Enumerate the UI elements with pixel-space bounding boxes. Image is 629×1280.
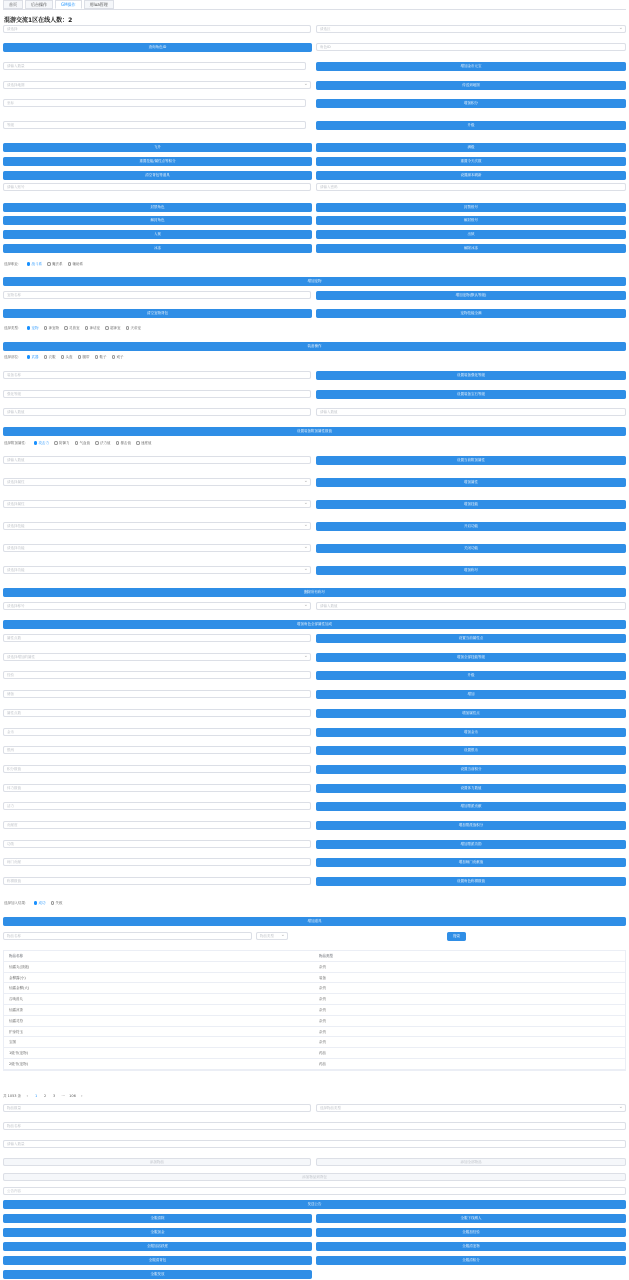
- cell-item-type: 药品: [319, 1051, 326, 1056]
- unjail-button[interactable]: 出狱: [316, 230, 626, 239]
- slot-label: 选择部位：: [4, 354, 22, 359]
- radio-dot-icon: [116, 441, 120, 445]
- item-type-select[interactable]: 物品类型 ⌄: [256, 932, 288, 940]
- cell-item-type: 杂货: [319, 1029, 326, 1034]
- radio-dot-icon: [27, 355, 31, 359]
- tab-divider: [3, 9, 626, 10]
- pet-type-label: 选择类型：: [4, 325, 22, 330]
- server-select[interactable]: 请选区 ⌄: [316, 25, 626, 33]
- pet-type-option[interactable]: 宠物: [27, 326, 39, 331]
- misc-action-button[interactable]: 设置银币: [316, 746, 626, 755]
- radio-dot-icon: [51, 901, 55, 905]
- attr-value-input[interactable]: 请输入数值: [3, 456, 311, 464]
- misc-input[interactable]: 称谓数值: [3, 877, 311, 885]
- add-all-attr-bonus-button[interactable]: 增加角色全部属性加成: [3, 620, 626, 629]
- add-pet-section-button[interactable]: 增加宠物: [3, 277, 626, 286]
- misc-input[interactable]: 功勋: [3, 840, 311, 848]
- pet-type-option[interactable]: 灵兽宠: [64, 326, 80, 331]
- table-body: [4, 962, 625, 1070]
- pet-type-radio-group: [4, 325, 141, 331]
- pager-page[interactable]: 1: [35, 1094, 38, 1098]
- slot-option[interactable]: 戒子: [112, 355, 124, 360]
- tab-gm[interactable]: GM操作: [55, 0, 82, 9]
- cell-item-type: 杂货: [319, 1040, 326, 1045]
- table-row[interactable]: [4, 1048, 625, 1059]
- misc-action-button[interactable]: 设置当前积分: [316, 765, 626, 774]
- attr-option[interactable]: 防御力: [54, 441, 70, 446]
- misc-input[interactable]: 贡献度: [3, 821, 311, 829]
- cell-item-type: 杂货: [319, 997, 326, 1002]
- disable-feature-button[interactable]: 关闭功能: [316, 544, 626, 553]
- attr-option[interactable]: 速度值: [136, 441, 152, 446]
- global-clear-points-button[interactable]: 全服清积分: [316, 1256, 626, 1265]
- role-select-input[interactable]: 请选择: [3, 25, 311, 33]
- cell-item-name: 宝图: [9, 1040, 16, 1045]
- freeze-button[interactable]: 冰冻: [3, 244, 312, 253]
- pager-page[interactable]: 2: [44, 1094, 47, 1098]
- col-item-name: 物品名称: [9, 954, 23, 958]
- col-item-type: 物品类型: [319, 954, 333, 958]
- table-row[interactable]: [4, 1005, 625, 1016]
- feature-select-1[interactable]: 请选择功能 ⌄: [3, 544, 311, 552]
- slot-option[interactable]: 腰带: [78, 355, 90, 360]
- cell-item-name: 仙露金柳(大): [9, 986, 30, 991]
- radio-dot-icon: [95, 441, 99, 445]
- misc-action-button[interactable]: 增加金币: [316, 728, 626, 737]
- top-tabs: [3, 0, 114, 9]
- misc-action-button[interactable]: 增加帮派贡献: [316, 802, 626, 811]
- cell-item-name: 仙露灵符: [9, 1018, 23, 1023]
- slot-option[interactable]: 头盔: [61, 355, 73, 360]
- pager-next-icon[interactable]: ›: [81, 1094, 83, 1098]
- result-option[interactable]: 成功: [34, 901, 46, 906]
- cell-item-type: 杂货: [319, 986, 326, 991]
- tab-backend[interactable]: 后台操作: [25, 0, 53, 9]
- misc-input[interactable]: 师门贡献: [3, 858, 311, 866]
- query-role-button[interactable]: 查询角色ID: [3, 43, 312, 52]
- clear-pet-bag-button[interactable]: 清空宠物背包: [3, 309, 312, 318]
- global-gold-button[interactable]: 全服加金: [3, 1228, 312, 1237]
- cell-item-name: 1级书(宠物): [9, 1051, 28, 1056]
- item-qty-input[interactable]: 物品数量: [3, 1104, 311, 1112]
- misc-action-button[interactable]: 增加帮派战积分: [316, 821, 626, 830]
- global-exp-button[interactable]: 全服加经验: [316, 1228, 626, 1237]
- quantity-input[interactable]: 请输入数量: [3, 62, 306, 70]
- title-value-input[interactable]: 请输入数值: [316, 602, 626, 610]
- reset-skills-button[interactable]: 重置技能/属性点等积分: [3, 157, 312, 166]
- add-attr-button[interactable]: 增加属性: [316, 478, 626, 487]
- result-radio-group: [4, 900, 63, 906]
- unban-role-button[interactable]: 解封角色: [3, 216, 312, 225]
- ascend-button[interactable]: 飞升: [3, 143, 312, 152]
- misc-input[interactable]: 属性点数: [3, 634, 311, 642]
- radio-dot-icon: [78, 355, 82, 359]
- radio-dot-icon: [34, 441, 38, 445]
- unban-account-button[interactable]: 解封账号: [316, 216, 626, 225]
- table-row[interactable]: [4, 1027, 625, 1038]
- misc-action-button[interactable]: 增加全部技能等级: [316, 653, 626, 662]
- item-name-input[interactable]: 物品名称: [3, 1122, 626, 1130]
- max-pet-skill-button[interactable]: 宠物技能全满: [316, 309, 626, 318]
- add-pet-button[interactable]: 增加宠物(默认等级): [316, 291, 626, 300]
- radio-dot-icon: [136, 441, 140, 445]
- cell-item-name: 护身符玉: [9, 1029, 23, 1034]
- enable-feature-button[interactable]: 开启功能: [316, 522, 626, 531]
- tab-home[interactable]: 首页: [3, 0, 23, 9]
- password-input[interactable]: 请输入密码: [316, 183, 626, 191]
- attr-option[interactable]: 暴击值: [116, 441, 132, 446]
- tab-lua[interactable]: 用lua管理: [84, 0, 114, 9]
- radio-dot-icon: [105, 326, 109, 330]
- jail-button[interactable]: 入狱: [3, 230, 312, 239]
- global-activity-button[interactable]: 全服加活跃度: [3, 1242, 312, 1251]
- cell-item-type: 杂货: [319, 1007, 326, 1012]
- role-id-field[interactable]: 角色ID: [316, 43, 626, 51]
- radio-dot-icon: [44, 355, 48, 359]
- misc-input[interactable]: 请选择增加的属性 ⌄: [3, 653, 311, 661]
- level-input[interactable]: 等级: [3, 121, 306, 129]
- set-gem-button[interactable]: 设置装备宝石等级: [316, 390, 626, 399]
- misc-input[interactable]: 体力数值: [3, 784, 311, 792]
- radio-dot-icon: [47, 262, 51, 266]
- class-option[interactable]: 战斗系: [27, 262, 43, 267]
- radio-dot-icon: [44, 326, 48, 330]
- misc-action-button[interactable]: 增加帮派功勋: [316, 840, 626, 849]
- table-row[interactable]: [4, 973, 625, 984]
- send-notice-button[interactable]: 发送公告: [3, 1200, 626, 1209]
- pagination: [3, 1093, 85, 1099]
- misc-input[interactable]: 金币: [3, 728, 311, 736]
- add-item-button[interactable]: 添加物品: [3, 1158, 311, 1166]
- slot-option[interactable]: 鞋子: [95, 355, 107, 360]
- global-clear-bag-button[interactable]: 全服清背包: [3, 1256, 312, 1265]
- radio-dot-icon: [68, 262, 72, 266]
- account-input[interactable]: 请输入账号: [3, 183, 311, 191]
- pager-total: 共 1053 条: [3, 1093, 22, 1098]
- table-row[interactable]: [4, 1016, 625, 1027]
- table-row[interactable]: [4, 983, 625, 994]
- result-option[interactable]: 失败: [51, 901, 63, 906]
- attr-select-2[interactable]: 请选择属性 ⌄: [3, 500, 311, 508]
- misc-input[interactable]: 积分数值: [3, 765, 311, 773]
- class-label: 选择职业：: [4, 261, 22, 266]
- radio-dot-icon: [27, 262, 31, 266]
- skill-select[interactable]: 请选择技能 ⌄: [3, 522, 311, 530]
- add-to-bag-button[interactable]: 添加物品到背包: [3, 1173, 626, 1181]
- set-enhance-button[interactable]: 设置装备强化等级: [316, 371, 626, 380]
- class-option[interactable]: 魔法系: [47, 262, 63, 267]
- pager-prev-icon[interactable]: ‹: [26, 1094, 28, 1098]
- attr-radio-group: [4, 440, 152, 446]
- radio-dot-icon: [61, 355, 65, 359]
- cell-item-name: 金柳露(小): [9, 975, 26, 980]
- table-row[interactable]: [4, 1059, 625, 1070]
- add-title-button[interactable]: 增加称号: [316, 566, 626, 575]
- misc-input[interactable]: 储备: [3, 690, 311, 698]
- reset-daily-button[interactable]: 重置今天次数: [316, 157, 626, 166]
- set-attr-section-button[interactable]: 设置装备附加属性数值: [3, 427, 626, 436]
- misc-action-button[interactable]: 增加: [316, 690, 626, 699]
- cell-item-name: 仙露凉茶: [9, 1007, 23, 1012]
- pager-page[interactable]: 106: [69, 1094, 76, 1098]
- value-input-left[interactable]: 请输入数值: [3, 408, 311, 416]
- radio-dot-icon: [85, 326, 89, 330]
- radio-dot-icon: [112, 355, 116, 359]
- misc-action-button[interactable]: 设置体力数值: [316, 784, 626, 793]
- pager-ellipsis[interactable]: ···: [61, 1094, 65, 1098]
- delete-titles-button[interactable]: 删除所有称号: [3, 588, 626, 597]
- ban-account-button[interactable]: 封禁账号: [316, 203, 626, 212]
- add-item-section-button[interactable]: 增加道具: [3, 917, 626, 926]
- misc-action-button[interactable]: 设置当前属性点: [316, 634, 626, 643]
- attr-select-1[interactable]: 请选择属性 ⌄: [3, 478, 311, 486]
- pet-type-option[interactable]: 神话宠: [85, 326, 101, 331]
- search-button[interactable]: 搜索: [447, 932, 466, 941]
- max-level-button[interactable]: 满级: [316, 143, 626, 152]
- radio-dot-icon: [54, 441, 58, 445]
- slot-option[interactable]: 武器: [27, 355, 39, 360]
- item-type-select-2[interactable]: 选择物品类型 ⌄: [316, 1104, 626, 1112]
- equip-section-button[interactable]: 装备操作: [3, 342, 626, 351]
- cell-item-type: 药品: [319, 1061, 326, 1066]
- notice-input[interactable]: 公告内容: [3, 1187, 626, 1195]
- misc-action-button[interactable]: 增加属性点: [316, 709, 626, 718]
- cell-item-name: 仙露丸(顶级): [9, 964, 30, 969]
- pet-type-option[interactable]: 超神宠: [105, 326, 121, 331]
- item-count-input[interactable]: 请输入数量: [3, 1140, 626, 1148]
- radio-dot-icon: [75, 441, 79, 445]
- map-select[interactable]: 请选择地图 ⌄: [3, 81, 311, 89]
- value-input-right[interactable]: 请输入数值: [316, 408, 626, 416]
- misc-action-button[interactable]: 增加师门贡献值: [316, 858, 626, 867]
- result-label: 选择加入结果：: [4, 900, 29, 905]
- table-row[interactable]: [4, 994, 625, 1005]
- radio-dot-icon: [126, 326, 130, 330]
- misc-input[interactable]: 经验: [3, 671, 311, 679]
- enhance-level-input[interactable]: 强化等级: [3, 390, 311, 398]
- add-skill-button[interactable]: 增加技能: [316, 500, 626, 509]
- misc-action-button[interactable]: 升级: [316, 671, 626, 680]
- class-radio-group: [4, 261, 83, 267]
- global-clear-pets-button[interactable]: 全服清宠物: [316, 1242, 626, 1251]
- misc-action-button[interactable]: 设置角色称谓数值: [316, 877, 626, 886]
- slot-radio-group: [4, 354, 124, 360]
- cell-item-type: 杂货: [319, 1018, 326, 1023]
- item-name-search[interactable]: 物品名称: [3, 932, 252, 940]
- global-clear-button[interactable]: 全服清除: [3, 1214, 312, 1223]
- table-header: [4, 951, 625, 962]
- set-attr-button[interactable]: 设置当前附加属性: [316, 456, 626, 465]
- class-option[interactable]: 辅助系: [68, 262, 84, 267]
- teleport-button[interactable]: 传送到地图: [316, 81, 626, 90]
- refresh-dungeon-button[interactable]: 设置副本刷新: [316, 171, 626, 180]
- radio-dot-icon: [27, 326, 31, 330]
- item-table: [3, 950, 626, 1071]
- table-row[interactable]: [4, 962, 625, 973]
- cell-item-name: 召唤兽丸: [9, 997, 23, 1002]
- slot-option[interactable]: 衣服: [44, 355, 56, 360]
- unfreeze-button[interactable]: 解除冰冻: [316, 244, 626, 253]
- feature-select-2[interactable]: 请选择功能 ⌄: [3, 566, 311, 574]
- misc-input[interactable]: 属性点数: [3, 709, 311, 717]
- global-kick-button[interactable]: 全服下线踢人: [316, 1214, 626, 1223]
- level-up-button[interactable]: 升级: [316, 121, 626, 130]
- radio-dot-icon: [34, 901, 38, 905]
- pager-page[interactable]: 3: [53, 1094, 56, 1098]
- cell-item-type: 装备: [319, 975, 326, 980]
- attr-option[interactable]: 法力值: [95, 441, 111, 446]
- ban-role-button[interactable]: 封禁角色: [3, 203, 312, 212]
- misc-input[interactable]: 活力: [3, 802, 311, 810]
- attr-option[interactable]: 攻击力: [34, 441, 50, 446]
- radio-dot-icon: [95, 355, 99, 359]
- radio-dot-icon: [64, 326, 68, 330]
- add-gold-button[interactable]: 增加金币元宝: [316, 62, 626, 71]
- attr-label: 选择附加属性：: [4, 440, 29, 445]
- add-all-items-button[interactable]: 添加全部物品: [316, 1158, 626, 1166]
- cell-item-name: 2级书(宠物): [9, 1061, 28, 1066]
- misc-input[interactable]: 银两: [3, 746, 311, 754]
- cell-item-type: 杂货: [319, 964, 326, 969]
- global-distribute-button[interactable]: 全服发放: [3, 1270, 312, 1279]
- equip-name-input[interactable]: 装备名称: [3, 371, 311, 379]
- coord-input[interactable]: 坐标: [3, 99, 306, 107]
- pet-type-option[interactable]: 天帝宠: [126, 326, 142, 331]
- table-row[interactable]: [4, 1037, 625, 1048]
- attr-option[interactable]: 气血值: [75, 441, 91, 446]
- clear-bag-button[interactable]: 清空背包等道具: [3, 171, 312, 180]
- pet-name-input[interactable]: 宠物名称: [3, 291, 311, 299]
- add-points-button[interactable]: 增加积分: [316, 99, 626, 108]
- pet-type-option[interactable]: 神宠物: [44, 326, 60, 331]
- title-select[interactable]: 请选择称号 ⌄: [3, 602, 311, 610]
- page-title: 混游交流1区在线人数：2: [4, 17, 73, 24]
